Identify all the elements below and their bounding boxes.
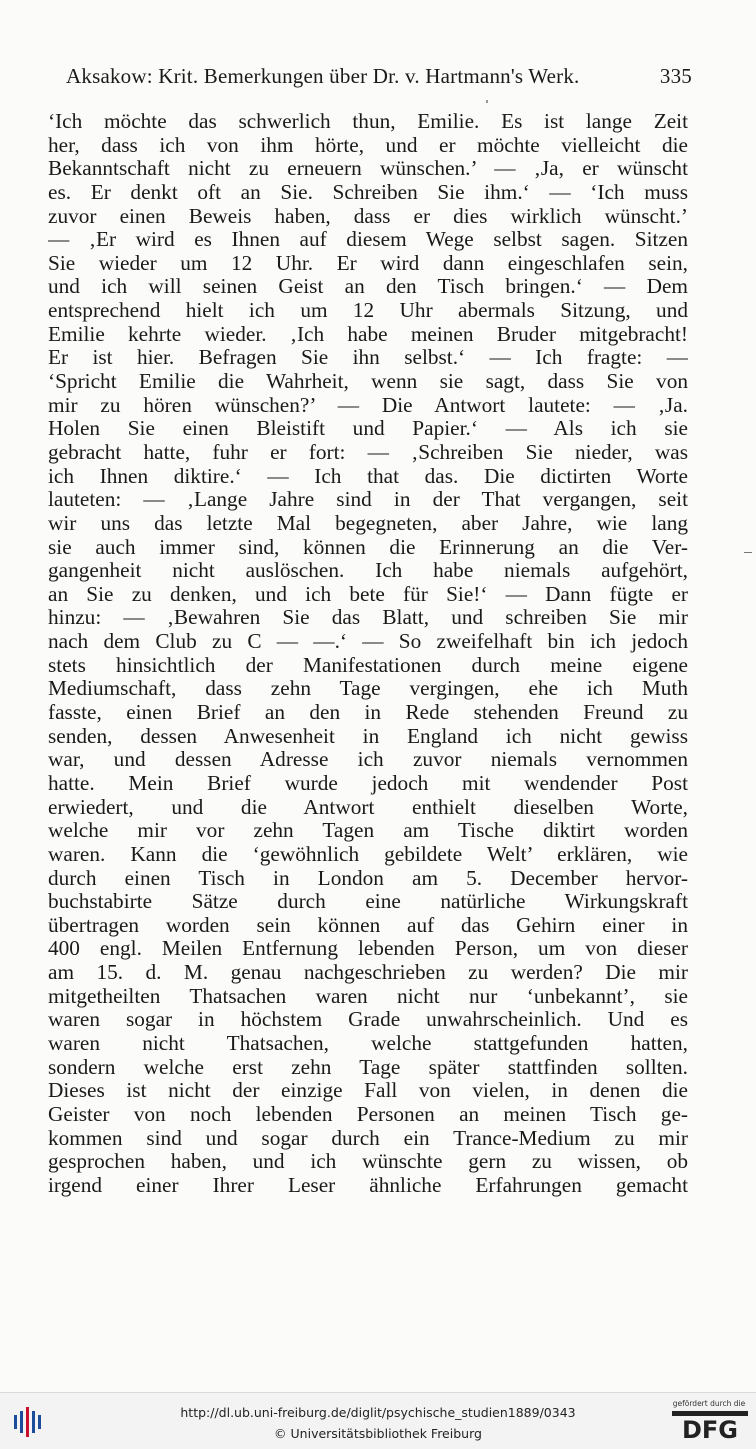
margin-mark xyxy=(744,552,752,553)
source-url-link[interactable]: http://dl.ub.uni-freiburg.de/diglit/psychische_studien1889/0343 xyxy=(180,1405,576,1420)
text-line: hatte. Mein Brief wurde jedoch mit wendender Post xyxy=(48,771,688,795)
text-line: es. Er denkt oft an Sie. Schreiben Sie ihm.‘ — ‘Ich muss xyxy=(48,180,688,204)
text-line: gangenheit nicht auslöschen. Ich habe niemals aufgehört, xyxy=(48,559,688,583)
text-line: stets hinsichtlich der Manifestationen durch meine eigene xyxy=(48,653,688,677)
text-line: Geister von noch lebenden Personen an meinen Tisch ge- xyxy=(48,1102,688,1126)
running-header xyxy=(66,64,692,90)
text-line: sondern welche erst zehn Tage später stattfinden sollten. xyxy=(48,1055,688,1079)
page-number: 335 xyxy=(659,64,692,88)
text-line: Mediumschaft, dass zehn Tage vergingen, ehe ich Muth xyxy=(48,677,688,701)
running-title: Aksakow: Krit. Bemerkungen über Dr. v. Hartmann's Werk. xyxy=(66,64,580,88)
text-line: durch einen Tisch in London am 5. December hervor- xyxy=(48,866,688,890)
text-line: übertragen worden sein können auf das Gehirn einer in xyxy=(48,913,688,937)
text-line: senden, dessen Anwesenheit in England ich nicht gewiss xyxy=(48,724,688,748)
text-line: erwiedert, und die Antwort enthielt dieselben Worte, xyxy=(48,795,688,819)
text-line: am 15. d. M. genau nachgeschrieben zu werden? Die mir xyxy=(48,961,688,985)
text-line: irgend einer Ihrer Leser ähnliche Erfahrungen gemacht xyxy=(48,1173,688,1197)
text-line: war, und dessen Adresse ich zuvor niemals vernommen xyxy=(48,748,688,772)
text-line: und ich will seinen Geist an den Tisch bringen.‘ — Dem xyxy=(48,275,688,299)
text-line: waren. Kann die ‘gewöhnlich gebildete Welt’ erklären, wie xyxy=(48,842,688,866)
text-line: zuvor einen Beweis haben, dass er dies wirklich wünscht.’ xyxy=(48,204,688,228)
text-line: wir uns das letzte Mal begegneten, aber Jahre, wie lang xyxy=(48,511,688,535)
text-line: waren nicht Thatsachen, welche stattgefunden hatten, xyxy=(48,1031,688,1055)
copyright-notice: © Universitätsbibliothek Freiburg xyxy=(274,1426,482,1441)
text-line: hinzu: — ‚Bewahren Sie das Blatt, und schreiben Sie mir xyxy=(48,606,688,630)
text-line: lauteten: — ‚Lange Jahre sind in der That vergangen, seit xyxy=(48,488,688,512)
text-line: mitgetheilten Thatsachen waren nicht nur ‘unbekannt’, sie xyxy=(48,984,688,1008)
text-line: sie auch immer sind, können die Erinnerung an die Ver- xyxy=(48,535,688,559)
text-line: an Sie zu denken, und ich bete für Sie!‘ — Dann fügte er xyxy=(48,582,688,606)
text-line: ‘Spricht Emilie die Wahrheit, wenn sie sagt, dass Sie von xyxy=(48,370,688,394)
text-line: waren sogar in höchstem Grade unwahrscheinlich. Und es xyxy=(48,1008,688,1032)
text-line: fasste, einen Brief an den in Rede stehenden Freund zu xyxy=(48,701,688,725)
text-line: — ‚Er wird es Ihnen auf diesem Wege selbst sagen. Sitzen xyxy=(48,228,688,252)
text-line: her, dass ich von ihm hörte, und er möchte vielleicht die xyxy=(48,133,688,157)
print-speck xyxy=(486,100,488,103)
text-line: Sie wieder um 12 Uhr. Er wird dann eingeschlafen sein, xyxy=(48,251,688,275)
text-line: ‘Ich möchte das schwerlich thun, Emilie. Es ist lange Zeit xyxy=(48,110,688,133)
body-text xyxy=(48,110,688,1197)
svg-text:DFG: DFG xyxy=(681,1416,739,1441)
text-line: gebracht hatte, fuhr er fort: — ‚Schreiben Sie nieder, was xyxy=(48,440,688,464)
text-line: Er ist hier. Befragen Sie ihn selbst.‘ — Ich fragte: — xyxy=(48,346,688,370)
text-line: Holen Sie einen Bleistift und Papier.‘ — Als ich sie xyxy=(48,417,688,441)
text-line: welche mir vor zehn Tagen am Tische diktirt worden xyxy=(48,819,688,843)
text-line: kommen sind und sogar durch ein Trance-Medium zu mir xyxy=(48,1126,688,1150)
text-line: Emilie kehrte wieder. ‚Ich habe meinen Bruder mitgebracht! xyxy=(48,322,688,346)
text-line: 400 engl. Meilen Entfernung lebenden Person, um von dieser xyxy=(48,937,688,961)
text-line: buchstabirte Sätze durch eine natürliche Wirkungskraft xyxy=(48,890,688,914)
sponsor-caption: gefördert durch die xyxy=(672,1399,746,1408)
text-line: nach dem Club zu C — —.‘ — So zweifelhaft bin ich jedoch xyxy=(48,630,688,654)
text-line: ich Ihnen diktire.‘ — Ich that das. Die dictirten Worte xyxy=(48,464,688,488)
text-line: mir zu hören wünschen?’ — Die Antwort lautete: — ‚Ja. xyxy=(48,393,688,417)
dfg-logo-icon xyxy=(672,1409,748,1441)
viewer-footer xyxy=(0,1392,756,1449)
text-line: Bekanntschaft nicht zu erneuern wünschen.’ — ‚Ja, er wünscht xyxy=(48,157,688,181)
text-line: gesprochen haben, und ich wünschte gern zu wissen, ob xyxy=(48,1150,688,1174)
text-line: entsprechend hielt ich um 12 Uhr abermals Sitzung, und xyxy=(48,299,688,323)
dfg-sponsor-block xyxy=(668,1399,750,1445)
text-line: Dieses ist nicht der einzige Fall von vielen, in denen die xyxy=(48,1079,688,1103)
